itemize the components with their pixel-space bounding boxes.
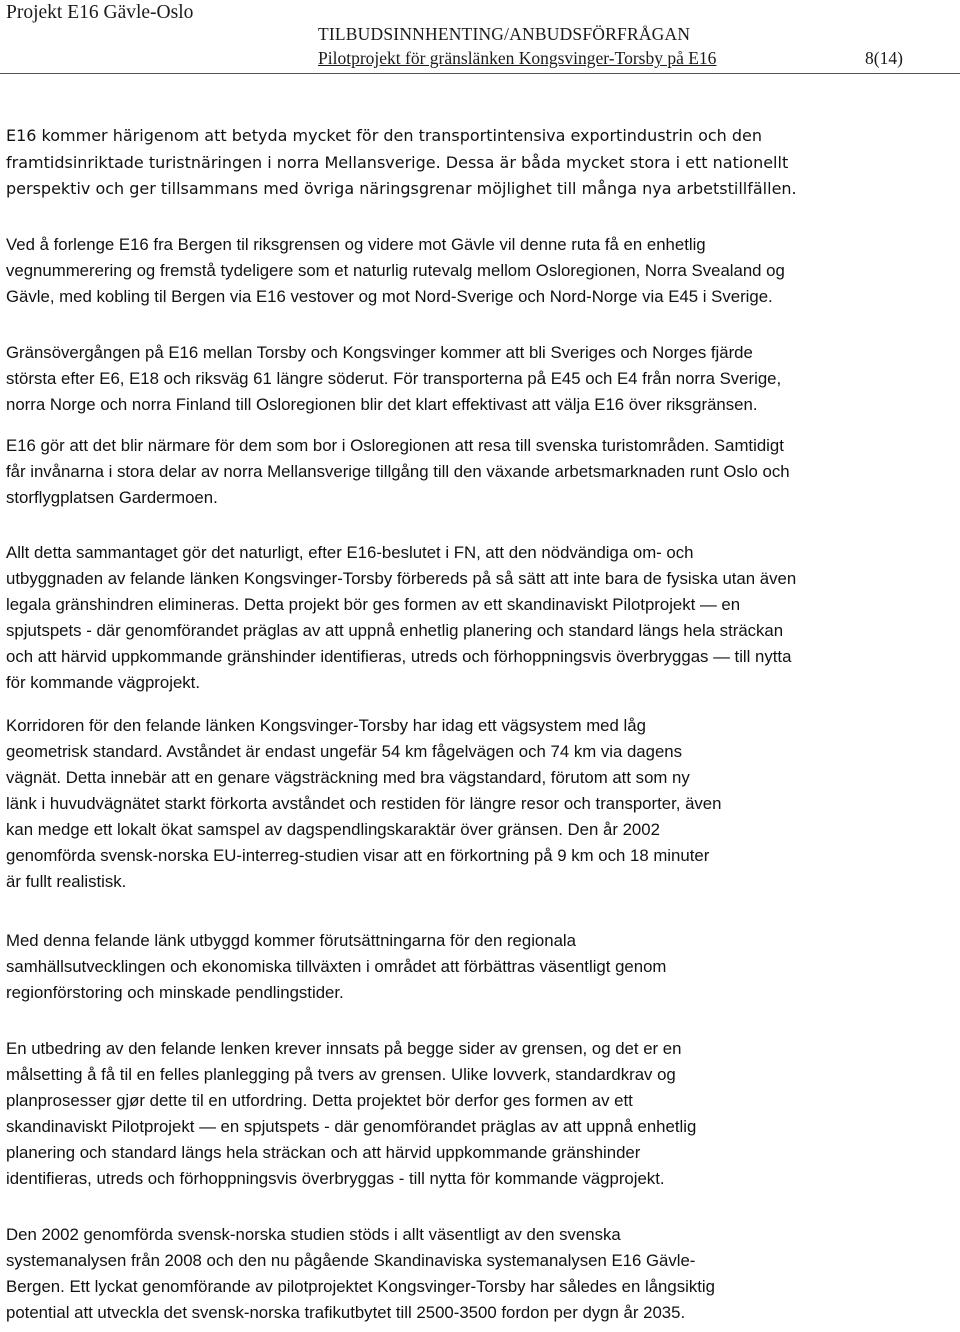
text-line: för kommande vägprojekt.: [6, 673, 201, 692]
text-line: storflygplatsen Gardermoen.: [6, 488, 218, 507]
text-line: regionförstoring och minskade pendlingstider.: [6, 983, 344, 1002]
paragraph: [6, 1036, 960, 1192]
document-subtitle: Pilotprojekt för gränslänken Kongsvinger-Torsby på E16: [318, 48, 717, 68]
text-line: perspektiv och ger tillsammans med övriga näringsgrenar möjlighet till många nya arbetstillfällen.: [6, 179, 797, 198]
text-line: framtidsinriktade turistnäringen i norra Mellansverige. Dessa är båda mycket stora i ett nationellt: [6, 152, 789, 172]
text-line: Den 2002 genomförda svensk-norska studien stöds i allt väsentligt av den svenska: [6, 1225, 621, 1244]
text-line: planprosesser gjør dette til en utfordring. Detta projektet bör derfor ges formen av ett: [6, 1091, 633, 1110]
text-line: Gävle, med kobling til Bergen via E16 vestover og mot Nord-Sverige och Nord-Norge via E45 i Sverige.: [6, 287, 773, 306]
text-line: utbyggnaden av felande länken Kongsvinger-Torsby förbereds på så sätt att inte bara de fysiska utan även: [6, 569, 797, 588]
text-line: legala gränshindren elimineras. Detta projekt bör ges formen av ett skandinaviskt Pilotprojekt — en: [6, 595, 741, 614]
header-divider: [0, 73, 960, 74]
text-line: samhällsutvecklingen och ekonomiska tillväxten i området att förbättras väsentligt genom: [6, 957, 667, 976]
page-number: 8(14): [865, 48, 903, 68]
text-line: vägnät. Detta innebär att en genare vägsträckning med bra vägstandard, förutom att som ny: [6, 768, 690, 787]
text-line: potential att utveckla det svensk-norska trafikutbytet till 2500-3500 fordon per dygn år 2035.: [6, 1303, 686, 1322]
paragraph: [6, 1222, 960, 1326]
text-line: En utbedring av den felande lenken krever innsats på begge sider av grensen, og det er en: [6, 1039, 682, 1058]
text-line: systemanalysen från 2008 och den nu pågående Skandinaviska systemanalysen E16 Gävle-: [6, 1251, 696, 1270]
paragraph: [6, 713, 960, 895]
text-line: norra Norge och norra Finland till Osloregionen blir det klart effektivast att välja E16 över riksgränsen.: [6, 395, 758, 414]
text-line: genomförda svensk-norska EU-interreg-studien visar att en förkortning på 9 km och 18 minuter: [6, 846, 710, 865]
text-line: identifieras, utreds och förhoppningsvis överbryggas - till nytta för kommande vägprojekt.: [6, 1169, 665, 1188]
text-line: Gränsövergången på E16 mellan Torsby och Kongsvinger kommer att bli Sveriges och Norges fjärde: [6, 343, 753, 362]
paragraph: [6, 340, 960, 418]
paragraph: [6, 433, 960, 511]
text-line: geometrisk standard. Avståndet är endast ungefär 54 km fågelvägen och 74 km via dagens: [6, 742, 683, 761]
paragraph: [6, 928, 960, 1006]
paragraph: [6, 540, 960, 696]
text-line: planering och standard längs hela sträckan och att härvid uppkommande gränshinder: [6, 1143, 641, 1162]
text-line: målsetting å få til en felles planlegging på tvers av grensen. Ulike lovverk, standardkrav og: [6, 1065, 676, 1084]
text-line: kan medge ett lokalt ökat samspel av dagspendlingskaraktär över gränsen. Den år 2002: [6, 820, 660, 839]
text-line: är fullt realistisk.: [6, 872, 127, 891]
text-line: Ved å forlenge E16 fra Bergen til riksgrensen og videre mot Gävle vil denne ruta få en enhetlig: [6, 235, 706, 254]
text-line: skandinaviskt Pilotprojekt — en spjutspets - där genomförandet präglas av att uppnå enhetlig: [6, 1117, 697, 1136]
text-line: E16 gör att det blir närmare för dem som bor i Osloregionen att resa till svenska turistområden. Samtidigt: [6, 436, 784, 455]
document-title: TILBUDSINNHENTING/ANBUDSFÖRFRÅGAN: [318, 24, 691, 44]
text-line: länk i huvudvägnätet starkt förkorta avståndet och restiden för längre resor och transporter, även: [6, 794, 722, 813]
text-line: får invånarna i stora delar av norra Mellansverige tillgång till den växande arbetsmarknaden runt Oslo och: [6, 462, 790, 481]
paragraph: [6, 232, 960, 310]
text-line: och att härvid uppkommande gränshinder identifieras, utreds och förhoppningsvis överbryggas — till nytta: [6, 647, 792, 666]
paragraph: [6, 123, 960, 203]
text-line: största efter E6, E18 och riksväg 61 längre söderut. För transporterna på E45 och E4 från norra Sverige,: [6, 369, 782, 388]
text-line: Allt detta sammantaget gör det naturligt, efter E16-beslutet i FN, att den nödvändiga om- och: [6, 543, 694, 562]
text-line: spjutspets - där genomförandet präglas av att uppnå enhetlig planering och standard längs hela sträckan: [6, 621, 784, 640]
project-name: Projekt E16 Gävle-Oslo: [6, 2, 194, 23]
text-line: Med denna felande länk utbyggd kommer förutsättningarna för den regionala: [6, 931, 576, 950]
text-line: vegnummerering og fremstå tydeligere som et naturlig rutevalg mellom Osloregionen, Norra Svealand og: [6, 261, 785, 280]
text-line: Korridoren för den felande länken Kongsvinger-Torsby har idag ett vägsystem med låg: [6, 716, 646, 735]
text-line: E16 kommer härigenom att betyda mycket för den transportintensiva exportindustrin och den: [6, 126, 763, 145]
text-line: Bergen. Ett lyckat genomförande av pilotprojektet Kongsvinger-Torsby har således en långsiktig: [6, 1277, 715, 1296]
